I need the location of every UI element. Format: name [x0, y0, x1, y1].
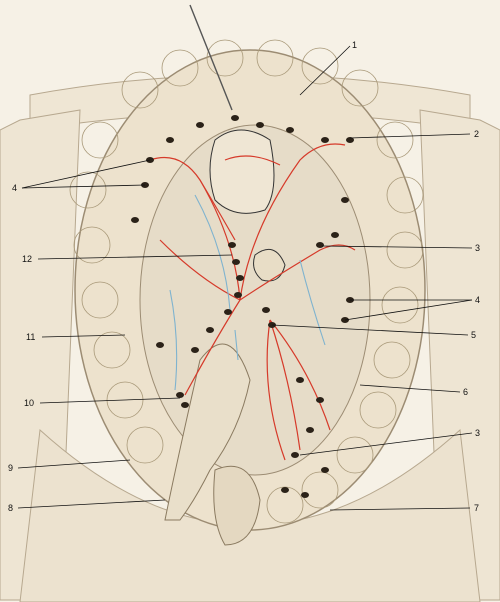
stomach-outline — [210, 130, 274, 213]
label-11: 11 — [26, 332, 36, 342]
label-10: 10 — [24, 398, 35, 408]
label-6: 6 — [463, 387, 469, 397]
label-7: 7 — [474, 503, 480, 513]
label-3-upper: 3 — [475, 243, 481, 253]
label-2: 2 — [474, 129, 480, 139]
label-8: 8 — [8, 503, 14, 513]
label-9: 9 — [8, 463, 14, 473]
label-1: 1 — [352, 40, 358, 50]
label-4-left: 4 — [12, 183, 18, 193]
label-3-lower: 3 — [475, 428, 481, 438]
label-12: 12 — [22, 254, 33, 264]
label-4-right: 4 — [475, 295, 481, 305]
label-5: 5 — [471, 330, 477, 340]
